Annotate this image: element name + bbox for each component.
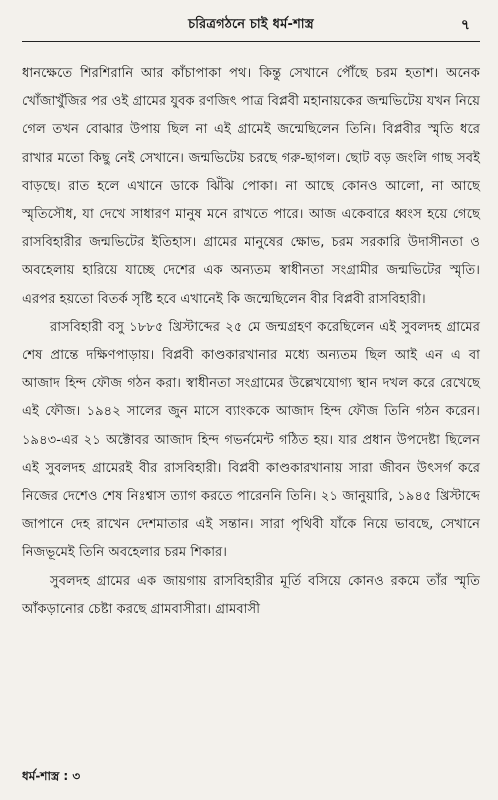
paragraph-3: সুবলদহ গ্রামের এক জায়গায় রাসবিহারীর মূর্তি বসিয়ে কোনও রকমে তাঁর স্মৃতি আঁকড়ানোর চেষ্টা করছে গ্রামবাসীরা। গ্রামবাসী	[22, 573, 480, 617]
body-text	[22, 60, 480, 624]
signature-mark: ধর্ম-শাস্ত্র : ৩	[22, 769, 81, 783]
running-header	[22, 14, 480, 40]
paragraph-1: ধানক্ষেতে শিরশিরানি আর কাঁচাপাকা পথ। কিন্তু সেখানে পৌঁছে চরম হতাশ। অনেক খোঁজাখুঁজির পর ওই গ্রামের যুবক রণজিৎ পাত্র বিপ্লবী মহানায়কের জন্মভিটেয় যখন নিয়ে গেল তখন বোঝার উপায় ছিল না এই গ্রামেই জন্মেছিলেন তিনি। বিপ্লবীর স্মৃতি ধরে রাখার মতো কিছু নেই সেখানে। জন্মভিটেয় চরছে গরু-ছাগল। ছোট বড় জংলি গাছ সবই বাড়ছে। রাত হলে এখানে ডাকে ঝিঁঝি পোকা। না আছে কোনও আলো, না আছে স্মৃতিসৌধ, যা দেখে সাধারণ মানুষ মনে রাখতে পারে। আজ একেবারে ধ্বংস হয়ে গেছে রাসবিহারীর জন্মভিটের ইতিহাস। গ্রামের মানুষের ক্ষোভ, চরম সরকারি উদাসীনতা ও অবহেলায় হারিয়ে যাচ্ছে দেশের এক অন্যতম স্বাধীনতা সংগ্রামীর জন্মভিটের স্মৃতি। এরপর হয়তো বিতর্ক সৃষ্টি হবে এখানেই কি জন্মেছিলেন বীর বিপ্লবী রাসবিহারী।	[22, 66, 480, 307]
paragraph-2: রাসবিহারী বসু ১৮৮৫ খ্রিস্টাব্দের ২৫ মে জন্মগ্রহণ করেছিলেন এই সুবলদহ গ্রামের শেষ প্রান্তে দক্ষিণপাড়ায়। বিপ্লবী কাণ্ডকারখানার মধ্যে অন্যতম ছিল আই এন এ বা আজাদ হিন্দ ফৌজ গঠন করা। স্বাধীনতা সংগ্রামের উল্লেখযোগ্য স্থান দখল করে রেখেছে এই ফৌজ। ১৯৪২ সালের জুন মাসে ব্যাংককে আজাদ হিন্দ ফৌজ তিনি গঠন করেন। ১৯৪৩-এর ২১ অক্টোবর আজাদ হিন্দ গভর্নমেন্ট গঠিত হয়। যার প্রধান উপদেষ্টা ছিলেন এই সুবলদহ গ্রামেরই বীর রাসবিহারী। বিপ্লবী কাণ্ডকারখানায় সারা জীবন উৎসর্গ করে নিজের দেশেও শেষ নিঃশ্বাস ত্যাগ করতে পারেননি তিনি। ২১ জানুয়ারি, ১৯৪৫ খ্রিস্টাব্দে জাপানে দেহ রাখেন দেশমাতার এই সন্তান। সারা পৃথিবী যাঁকে নিয়ে ভাবছে, সেখানে নিজভূমেই তিনি অবহেলার চরম শিকার।	[22, 319, 480, 561]
running-header-title: চরিত্রগঠনে চাই ধর্ম-শাস্ত্র	[188, 17, 314, 32]
page-number: ৭	[460, 17, 470, 33]
header-divider	[22, 41, 480, 42]
